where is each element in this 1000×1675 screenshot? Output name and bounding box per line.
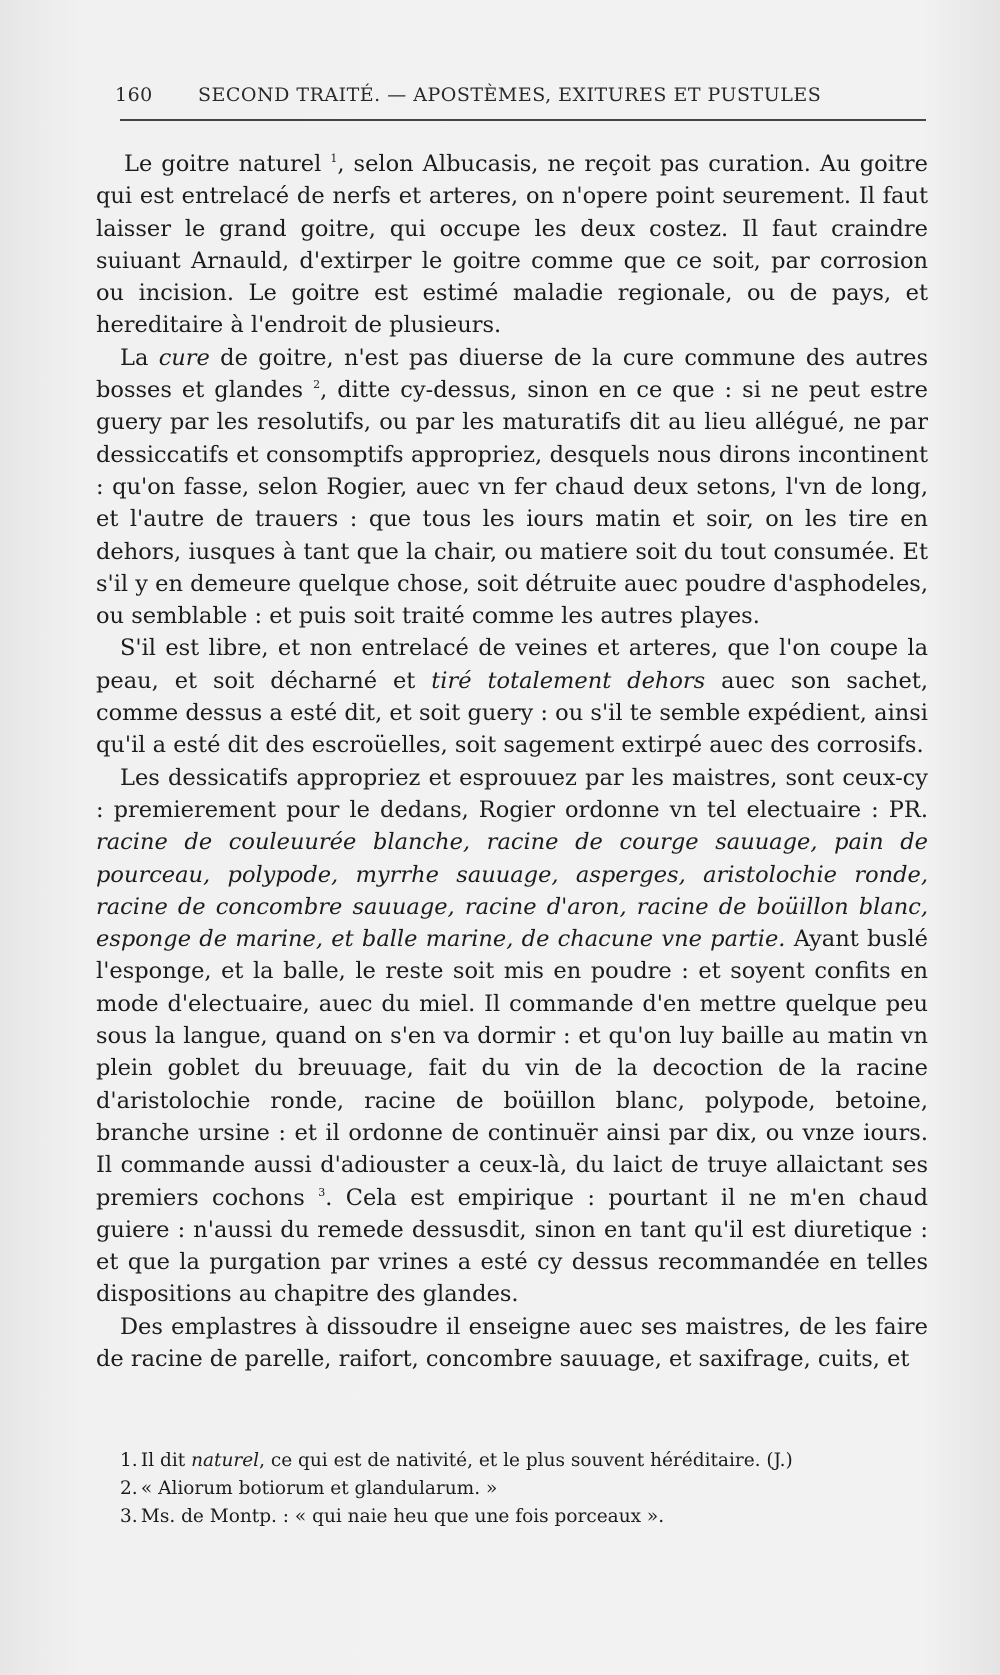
paragraph-5: Des emplastres à dissoudre il enseigne auec ses maistres, de les faire de racine de parelle, raifort, concombre sauuage, et saxifrage, cuits, et (96, 1313, 928, 1372)
header-rule (120, 119, 926, 121)
body-text (96, 148, 928, 1375)
italic-cure: cure (158, 344, 210, 371)
footnote-2: 2. « Aliorum botiorum et glandularum. » (120, 1478, 498, 1499)
footnote-3: 3. Ms. de Montp. : « qui naie heu que une fois porceaux ». (120, 1506, 665, 1527)
paragraph-1: Le goitre naturel $^1$, selon Albucasis, ne reçoit pas curation. Au goitre qui est entrelacé de nerfs et arteres, on n'opere point seurement. Il faut laisser le grand goitre, qui occupe les deux costez. Il faut craindre suiuant Arnauld, d'extirper le goitre comme que ce soit, par corrosion ou incision. Le goitre est estimé maladie regionale, ou de pays, et hereditaire à l'endroit de plusieurs. (96, 151, 928, 339)
footnotes (120, 1447, 920, 1531)
page-header (115, 78, 925, 108)
paragraph-3: S'il est libre, et non entrelacé de veines et arteres, que l'on coupe la peau, et soit décharné et tiré totalement dehors auec son sachet, comme dessus a esté dit, et soit guery : ou s'il te semble expédient, ainsi qu'il a esté dit des escroüelles, soit sagement extirpé auec des corrosifs. (96, 635, 928, 759)
footnote-1: 1. Il dit naturel, ce qui est de nativité, et le plus souvent héréditaire. (J.) (120, 1450, 793, 1471)
paragraph-2: La cure de goitre, n'est pas diuerse de la cure commune des autres bosses et glandes $^2$, ditte cy-dessus, sinon en ce que : si ne peut estre guery par les resolutifs, ou par les maturatifs dit au lieu allégué, ne par dessiccatifs et consomptifs appropriez, desquels nous dirons incontinent : qu'on fasse, selon Rogier, auec vn fer chaud deux setons, l'vn de long, et l'autre de trauers : que tous les iours matin et soir, on les tire en dehors, iusques à tant que la chair, ou matiere soit du tout consumée. Et s'il y en demeure quelque chose, soit détruite auec poudre d'asphodeles, ou semblable : et puis soit traité comme les autres playes. (96, 344, 928, 630)
page-number: 160 (115, 84, 153, 106)
footnote-ref-2: 2 (313, 378, 321, 392)
paragraph-4: Les dessicatifs appropriez et esprouuez par les maistres, sont ceux-cy : premierement pour le dedans, Rogier ordonne vn tel electuaire : PR. racine de couleuurée blanche, racine de courge sauuage, pain de pourceau, polypode, myrrhe sauuage, asperges, aristolochie ronde, racine de concombre sauuage, racine d'aron, racine de boüillon blanc, esponge de marine, et balle marine, de chacune vne partie. Ayant buslé l'esponge, et la balle, le reste soit mis en poudre : et soyent confits en mode d'electuaire, auec du miel. Il commande d'en mettre quelque peu sous la langue, quand on s'en va dormir : et qu'on luy baille au matin vn plein goblet du breuuage, fait du vin de la decoction de la racine d'aristolochie ronde, racine de boüillon blanc, polypode, betoine, branche ursine : et il ordonne de continuër ainsi par dix, ou vnze iours. Il commande aussi d'adiouster a ceux-là, du laict de truye allaictant ses premiers cochons $^3$. Cela est empirique : pourtant il ne m'en chaud guiere : n'aussi du remede dessusdit, sinon en tant qu'il est diuretique : et que la purgation par vrines a esté cy dessus recommandée en telles dispositions au chapitre des glandes. (96, 764, 928, 1308)
running-title: SECOND TRAITÉ. — APOSTÈMES, EXITURES ET PUSTULES (198, 84, 822, 106)
italic-recipe: racine de couleuurée blanche, racine de courge sauuage, pain de pourceau, polypode, myrrhe sauuage, asperges, aristolochie ronde, racine de concombre sauuage, racine d'aron, racine de boüillon blanc, esponge de marine, et balle marine, de chacune vne partie. (96, 829, 928, 953)
italic-phrase: tiré totalement dehors (431, 667, 706, 694)
footnote-ref-1: 1 (330, 152, 338, 165)
footnote-ref-3: 3 (318, 1185, 326, 1199)
